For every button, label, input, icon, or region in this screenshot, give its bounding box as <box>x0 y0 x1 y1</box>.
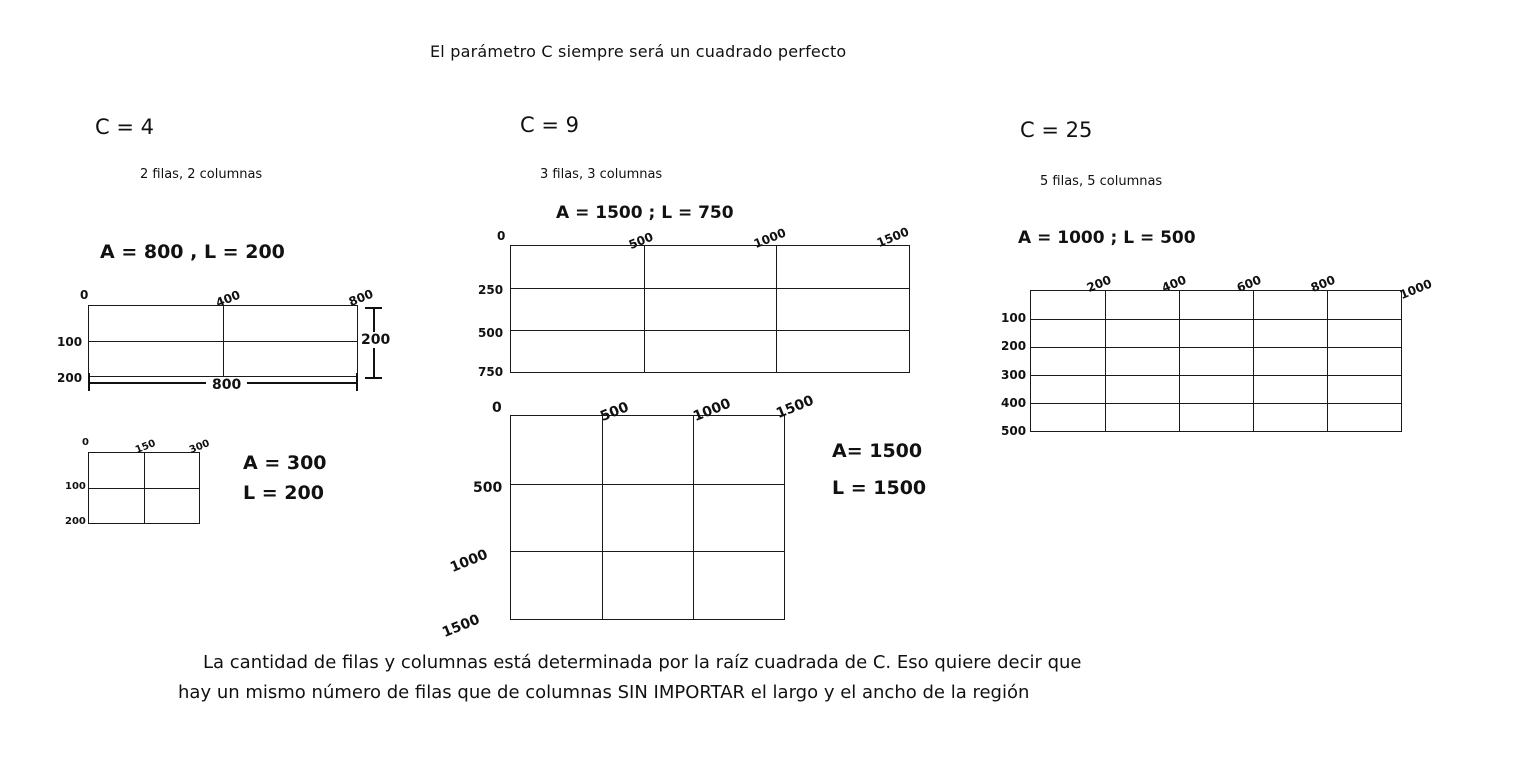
grid-line-vertical <box>1179 291 1180 431</box>
annotation-c4-example2-line2: L = 200 <box>243 482 324 504</box>
tick-x-2: 1000 <box>691 395 734 425</box>
tick-y-1: 250 <box>478 283 504 297</box>
tick-y-1: 100 <box>65 481 86 492</box>
tick-x-1: 500 <box>598 399 632 425</box>
grid-c4-example1 <box>88 305 358 377</box>
tick-x-4: 1000 <box>1397 276 1434 302</box>
section-subheading-c25: 5 filas, 5 columnas <box>1040 174 1163 189</box>
grid-line-vertical <box>1105 291 1106 431</box>
annotation-c9-example2-line2: L = 1500 <box>832 477 927 499</box>
grid-line-vertical <box>693 416 694 619</box>
grid-line-horizontal <box>511 288 909 289</box>
tick-y-3: 1500 <box>440 611 483 641</box>
width-bracket-cap-left <box>88 373 90 391</box>
width-label: 800 <box>206 377 247 393</box>
tick-x-0: 0 <box>492 400 502 416</box>
height-bracket-cap-bottom <box>365 377 382 379</box>
page-title: El parámetro C siempre será un cuadrado perfecto <box>430 42 847 61</box>
footer-line-2: hay un mismo número de filas que de columnas SIN IMPORTAR el largo y el ancho de la región <box>178 682 1030 703</box>
tick-y-1: 500 <box>473 480 503 496</box>
grid-c9-example1 <box>510 245 910 373</box>
height-bracket-cap-top <box>365 307 382 309</box>
section-heading-c25: C = 25 <box>1020 118 1093 142</box>
tick-x-0: 200 <box>1084 272 1114 295</box>
tick-y-1: 100 <box>57 335 83 349</box>
grid-c4-example2 <box>88 452 200 524</box>
tick-x-3: 1500 <box>874 224 911 250</box>
annotation-c9-example2-line1: A= 1500 <box>832 440 923 462</box>
section-heading-c4: C = 4 <box>95 115 154 139</box>
tick-x-0: 0 <box>82 437 89 448</box>
grid-line-horizontal <box>1031 403 1401 404</box>
tick-x-3: 1500 <box>774 392 817 422</box>
section-heading-c9: C = 9 <box>520 113 579 137</box>
annotation-c9-example1: A = 1500 ; L = 750 <box>556 203 734 223</box>
tick-x-1: 400 <box>213 287 243 310</box>
tick-x-2: 600 <box>1234 272 1264 295</box>
annotation-c4-example1: A = 800 , L = 200 <box>100 241 285 263</box>
height-label: 200 <box>361 332 391 348</box>
grid-line-horizontal <box>89 488 199 489</box>
tick-x-1: 500 <box>626 229 656 252</box>
grid-line-horizontal <box>511 484 784 485</box>
tick-y-2: 500 <box>478 326 504 340</box>
tick-x-1: 400 <box>1159 272 1189 295</box>
tick-x-1: 150 <box>133 437 158 456</box>
width-bracket-cap-right <box>356 373 358 391</box>
tick-x-0: 0 <box>497 229 506 243</box>
grid-line-horizontal <box>89 341 357 342</box>
tick-x-2: 1000 <box>751 225 788 251</box>
grid-line-horizontal <box>1031 347 1401 348</box>
tick-x-2: 800 <box>346 286 376 309</box>
tick-y-2: 200 <box>65 516 86 527</box>
grid-line-vertical <box>1253 291 1254 431</box>
tick-y-2: 300 <box>1001 368 1027 382</box>
tick-y-0: 100 <box>1001 311 1027 325</box>
section-subheading-c4: 2 filas, 2 columnas <box>140 167 263 182</box>
tick-y-3: 400 <box>1001 396 1027 410</box>
tick-x-2: 300 <box>187 437 212 456</box>
grid-c25-example1 <box>1030 290 1402 432</box>
tick-y-4: 500 <box>1001 424 1027 438</box>
grid-line-vertical <box>602 416 603 619</box>
grid-line-horizontal <box>511 330 909 331</box>
annotation-c4-example2-line1: A = 300 <box>243 452 327 474</box>
annotation-c25-example1: A = 1000 ; L = 500 <box>1018 228 1196 248</box>
grid-line-horizontal <box>511 551 784 552</box>
tick-y-3: 750 <box>478 365 504 379</box>
grid-line-vertical <box>1327 291 1328 431</box>
tick-y-2: 200 <box>57 371 83 385</box>
section-subheading-c9: 3 filas, 3 columnas <box>540 167 663 182</box>
footer-line-1: La cantidad de filas y columnas está determinada por la raíz cuadrada de C. Eso quiere decir que <box>203 652 1082 673</box>
tick-y-2: 1000 <box>448 546 491 576</box>
grid-line-vertical <box>776 246 777 372</box>
tick-x-0: 0 <box>80 288 89 302</box>
grid-line-horizontal <box>1031 375 1401 376</box>
grid-line-horizontal <box>1031 319 1401 320</box>
tick-y-1: 200 <box>1001 339 1027 353</box>
tick-x-3: 800 <box>1308 272 1338 295</box>
grid-line-vertical <box>644 246 645 372</box>
grid-c9-example2 <box>510 415 785 620</box>
